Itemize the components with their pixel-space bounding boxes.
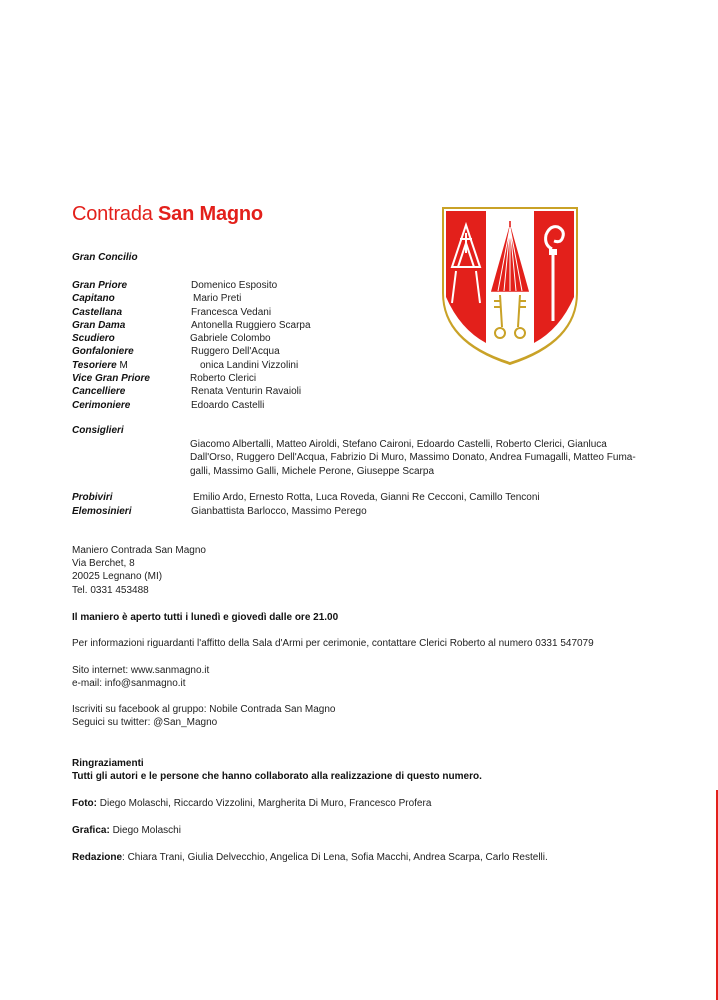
consiglieri-names (190, 438, 660, 478)
grafica-credits (72, 824, 181, 837)
redazione-names: : Chiara Trani, Giulia Delvecchio, Angelica Di Lena, Sofia Macchi, Andrea Scarpa, Carlo Restelli. (122, 852, 548, 863)
member-name: Renata Venturin Ravaioli (191, 386, 302, 398)
address-line: Maniero Contrada San Magno (72, 545, 206, 556)
title-light: Contrada (72, 203, 159, 225)
page-title (72, 203, 263, 226)
consiglieri-line: galli, Massimo Galli, Michele Perone, Giuseppe Scarpa (190, 465, 434, 477)
member-name: onica Landini Vizzolini (200, 359, 299, 371)
facebook-link[interactable]: Iscriviti su facebook al gruppo: Nobile Contrada San Magno (72, 704, 336, 715)
email-link[interactable]: e-mail: info@sanmagno.it (72, 678, 186, 690)
member-name: Antonella Ruggiero Scarpa (191, 319, 311, 331)
member-name: Roberto Clerici (190, 373, 257, 385)
list-item (0, 385, 718, 398)
grafica-label: Grafica: (72, 825, 110, 836)
member-name: Gabriele Colombo (190, 333, 271, 345)
list-item (0, 491, 718, 505)
member-name: Mario Preti (193, 293, 242, 305)
redazione-credits (72, 851, 548, 864)
address-line: Via Berchet, 8 (72, 558, 135, 570)
rental-info: Per informazioni riguardanti l'affitto della Sala d'Armi per cerimonie, contattare Clerici Roberto al numero 0331 547079 (72, 638, 594, 649)
opening-hours: Il maniero è aperto tutti i lunedì e giovedì dalle ore 21.00 (72, 612, 339, 623)
list-item (0, 319, 718, 332)
member-names: Emilio Ardo, Ernesto Rotta, Luca Roveda, Gianni Re Cecconi, Camillo Tenconi (193, 492, 540, 503)
role-label: Vice Gran Priore (72, 373, 150, 385)
role-label: Probiviri (72, 492, 113, 503)
thanks-text: Tutti gli autori e le persone che hanno collaborato alla realizzazione di questo numero. (72, 771, 482, 782)
probiviri-block (0, 491, 718, 518)
consiglieri-line: Dall'Orso, Ruggero Dell'Acqua, Fabrizio Di Muro, Massimo Donato, Andrea Fumagalli, Matteo Fuma- (190, 452, 636, 464)
list-item (0, 332, 718, 345)
foto-label: Foto: (72, 798, 97, 809)
member-name: Ruggero Dell'Acqua (191, 346, 280, 358)
redazione-label: Redazione (72, 852, 123, 863)
role-label (72, 359, 128, 372)
list-item (0, 399, 718, 412)
website-link[interactable]: Sito internet: www.sanmagno.it (72, 665, 210, 676)
grafica-names: Diego Molaschi (109, 825, 181, 836)
contacts-block (72, 664, 209, 690)
address-line: 20025 Legnano (MI) (72, 571, 163, 583)
list-item (0, 279, 718, 292)
gran-concilio-list (0, 279, 718, 412)
role-label: Gran Priore (72, 280, 128, 291)
role-label: Elemosinieri (72, 505, 132, 517)
list-item (0, 359, 718, 372)
consiglieri-heading: Consiglieri (72, 425, 124, 436)
foto-names: Diego Molaschi, Riccardo Vizzolini, Margherita Di Muro, Francesco Profera (97, 798, 432, 809)
role-text: Tesoriere (72, 359, 117, 371)
social-block (72, 703, 335, 729)
role-label: Castellana (72, 306, 123, 318)
list-item (0, 505, 718, 519)
member-name: Edoardo Castelli (191, 399, 265, 411)
role-label: Gonfaloniere (72, 346, 134, 358)
list-item (0, 292, 718, 305)
member-name: Domenico Esposito (191, 280, 278, 291)
phone-number: Tel. 0331 453488 (72, 584, 149, 596)
list-item (0, 345, 718, 358)
twitter-link[interactable]: Seguici su twitter: @San_Magno (72, 717, 218, 729)
role-label: Scudiero (72, 333, 115, 345)
address-block (72, 544, 206, 597)
role-label: Cerimoniere (72, 399, 131, 411)
member-name: Francesca Vedani (191, 306, 272, 318)
foto-credits (72, 797, 431, 810)
role-label: Capitano (72, 293, 115, 305)
role-label: Gran Dama (72, 319, 126, 331)
consiglieri-line: Giacomo Albertalli, Matteo Airoldi, Stefano Caironi, Edoardo Castelli, Roberto Clerici, Gianluca (190, 439, 607, 450)
gran-concilio-heading: Gran Concilio (72, 252, 138, 263)
role-label: Cancelliere (72, 386, 126, 398)
list-item (0, 306, 718, 319)
list-item (0, 372, 718, 385)
title-bold: San Magno (158, 203, 263, 225)
thanks-title: Ringraziamenti (72, 758, 144, 769)
role-suffix: M (119, 359, 128, 371)
member-names: Gianbattista Barlocco, Massimo Perego (191, 505, 367, 517)
